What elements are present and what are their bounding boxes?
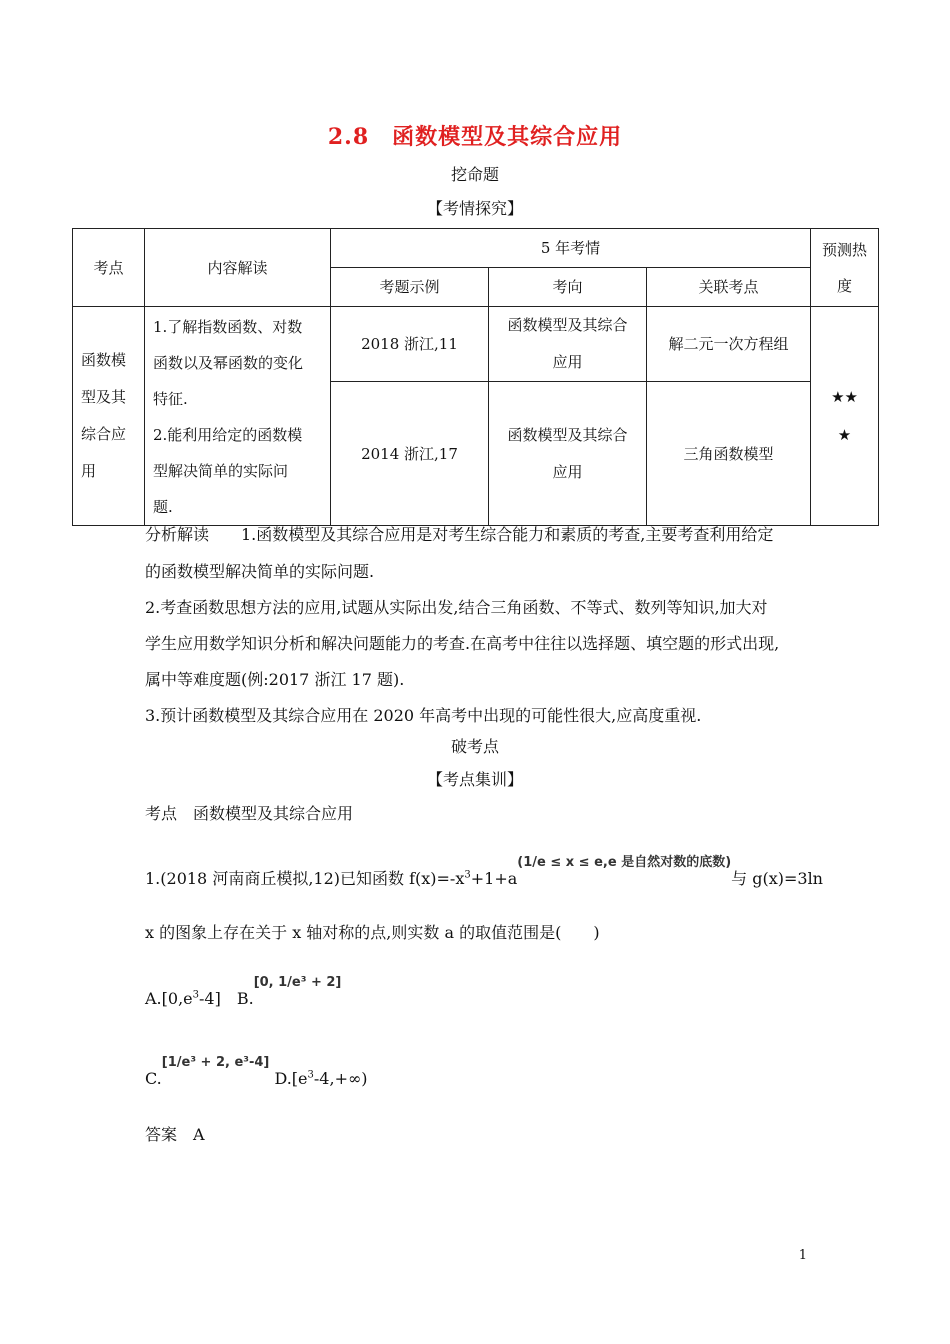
option-a-suffix: -4] B. xyxy=(199,989,254,1008)
option-a-prefix: A.[0,e xyxy=(145,989,193,1008)
header-yuce-line2: 度 xyxy=(837,276,853,295)
section-heading-po: 破考点 xyxy=(450,737,499,756)
option-b-formula: [0, 1/e³ + 2] xyxy=(253,975,342,990)
row2-shili: 2014 浙江,17 xyxy=(331,382,489,526)
kaodian-line: 用 xyxy=(81,462,97,480)
page-title: 2.8 函数模型及其综合应用 xyxy=(327,124,623,150)
header-shili: 考题示例 xyxy=(331,268,489,307)
neirong-line: 题. xyxy=(153,498,173,516)
option-c-formula: [1/e³ + 2, e³-4] xyxy=(161,1055,270,1070)
analysis-line: 属中等难度题(例:2017 浙江 17 题). xyxy=(145,670,405,689)
kaodian-line: 综合应 xyxy=(81,425,127,443)
header-guanlian: 关联考点 xyxy=(647,268,811,307)
subsection-heading-jixun: 【考点集训】 xyxy=(426,770,523,789)
option-d-suffix: -4,+∞) xyxy=(313,1069,368,1088)
neirong-line: 特征. xyxy=(153,390,188,408)
header-yuce-line1: 预测热 xyxy=(822,240,868,259)
option-c-prefix: C. xyxy=(145,1069,162,1088)
options-ab xyxy=(145,975,342,1009)
analysis-line: 的函数模型解决简单的实际问题. xyxy=(145,562,375,581)
section-heading-wa: 挖命题 xyxy=(450,165,499,184)
neirong-line: 2.能利用给定的函数模 xyxy=(153,426,303,444)
header-kaodian: 考点 xyxy=(73,229,145,307)
q-sup: 3 xyxy=(464,869,471,881)
q-mid: +1+a xyxy=(470,869,518,888)
row1-kaoxiang-line2: 应用 xyxy=(552,353,583,371)
exam-analysis-table xyxy=(72,228,879,526)
stars-line2: ★ xyxy=(837,426,852,444)
kaodian-line: 函数模 xyxy=(81,351,127,369)
header-five-years: 5 年考情 xyxy=(331,229,811,268)
page-number: 1 xyxy=(798,1248,807,1263)
neirong-line: 1.了解指数函数、对数 xyxy=(153,318,303,336)
neirong-line: 函数以及幂函数的变化 xyxy=(153,354,304,372)
neirong-line: 型解决简单的实际问 xyxy=(153,462,289,480)
option-d-prefix: D.[e xyxy=(274,1069,308,1088)
question-line2: x 的图象上存在关于 x 轴对称的点,则实数 a 的取值范围是( ) xyxy=(145,923,600,942)
analysis-line: 分析解读 1.函数模型及其综合应用是对考生综合能力和素质的考查,主要考查利用给定 xyxy=(145,525,774,544)
options-cd xyxy=(145,1055,368,1088)
subsection-heading-kaoqing: 【考情探究】 xyxy=(426,199,523,218)
analysis-line: 3.预计函数模型及其综合应用在 2020 年高考中出现的可能性很大,应高度重视. xyxy=(145,706,702,725)
q-suffix: 与 g(x)=3ln xyxy=(731,869,823,888)
q-domain-formula: (1/e ≤ x ≤ e,e 是自然对数的底数) xyxy=(517,855,732,870)
row1-kaoxiang-line1: 函数模型及其综合 xyxy=(507,316,628,334)
cell-neirong xyxy=(145,307,331,526)
kaodian-heading: 考点 函数模型及其综合应用 xyxy=(145,804,354,823)
q-prefix: 1.(2018 河南商丘模拟,12)已知函数 f(x)=-x xyxy=(145,869,465,888)
cell-kaodian xyxy=(73,307,145,526)
analysis-line: 2.考查函数思想方法的应用,试题从实际出发,结合三角函数、不等式、数列等知识,加大对 xyxy=(145,598,768,617)
header-kaoxiang: 考向 xyxy=(489,268,647,307)
analysis-line: 学生应用数学知识分析和解决问题能力的考查.在高考中往往以选择题、填空题的形式出现, xyxy=(145,634,780,653)
row1-guanlian: 解二元一次方程组 xyxy=(647,307,811,382)
row1-shili: 2018 浙江,11 xyxy=(331,307,489,382)
header-neirong: 内容解读 xyxy=(145,229,331,307)
cell-stars xyxy=(811,307,879,526)
stars-line1: ★★ xyxy=(831,388,858,406)
row2-kaoxiang-line1: 函数模型及其综合 xyxy=(507,425,628,444)
row2-kaoxiang-line2: 应用 xyxy=(552,462,583,481)
row2-kaoxiang xyxy=(489,382,647,526)
answer-line: 答案 A xyxy=(145,1125,205,1144)
option-a-sup: 3 xyxy=(192,989,199,1001)
row1-kaoxiang xyxy=(489,307,647,382)
kaodian-line: 型及其 xyxy=(81,388,127,406)
row2-guanlian: 三角函数模型 xyxy=(647,382,811,526)
header-yuce xyxy=(811,229,879,307)
option-d-sup: 3 xyxy=(307,1069,314,1081)
